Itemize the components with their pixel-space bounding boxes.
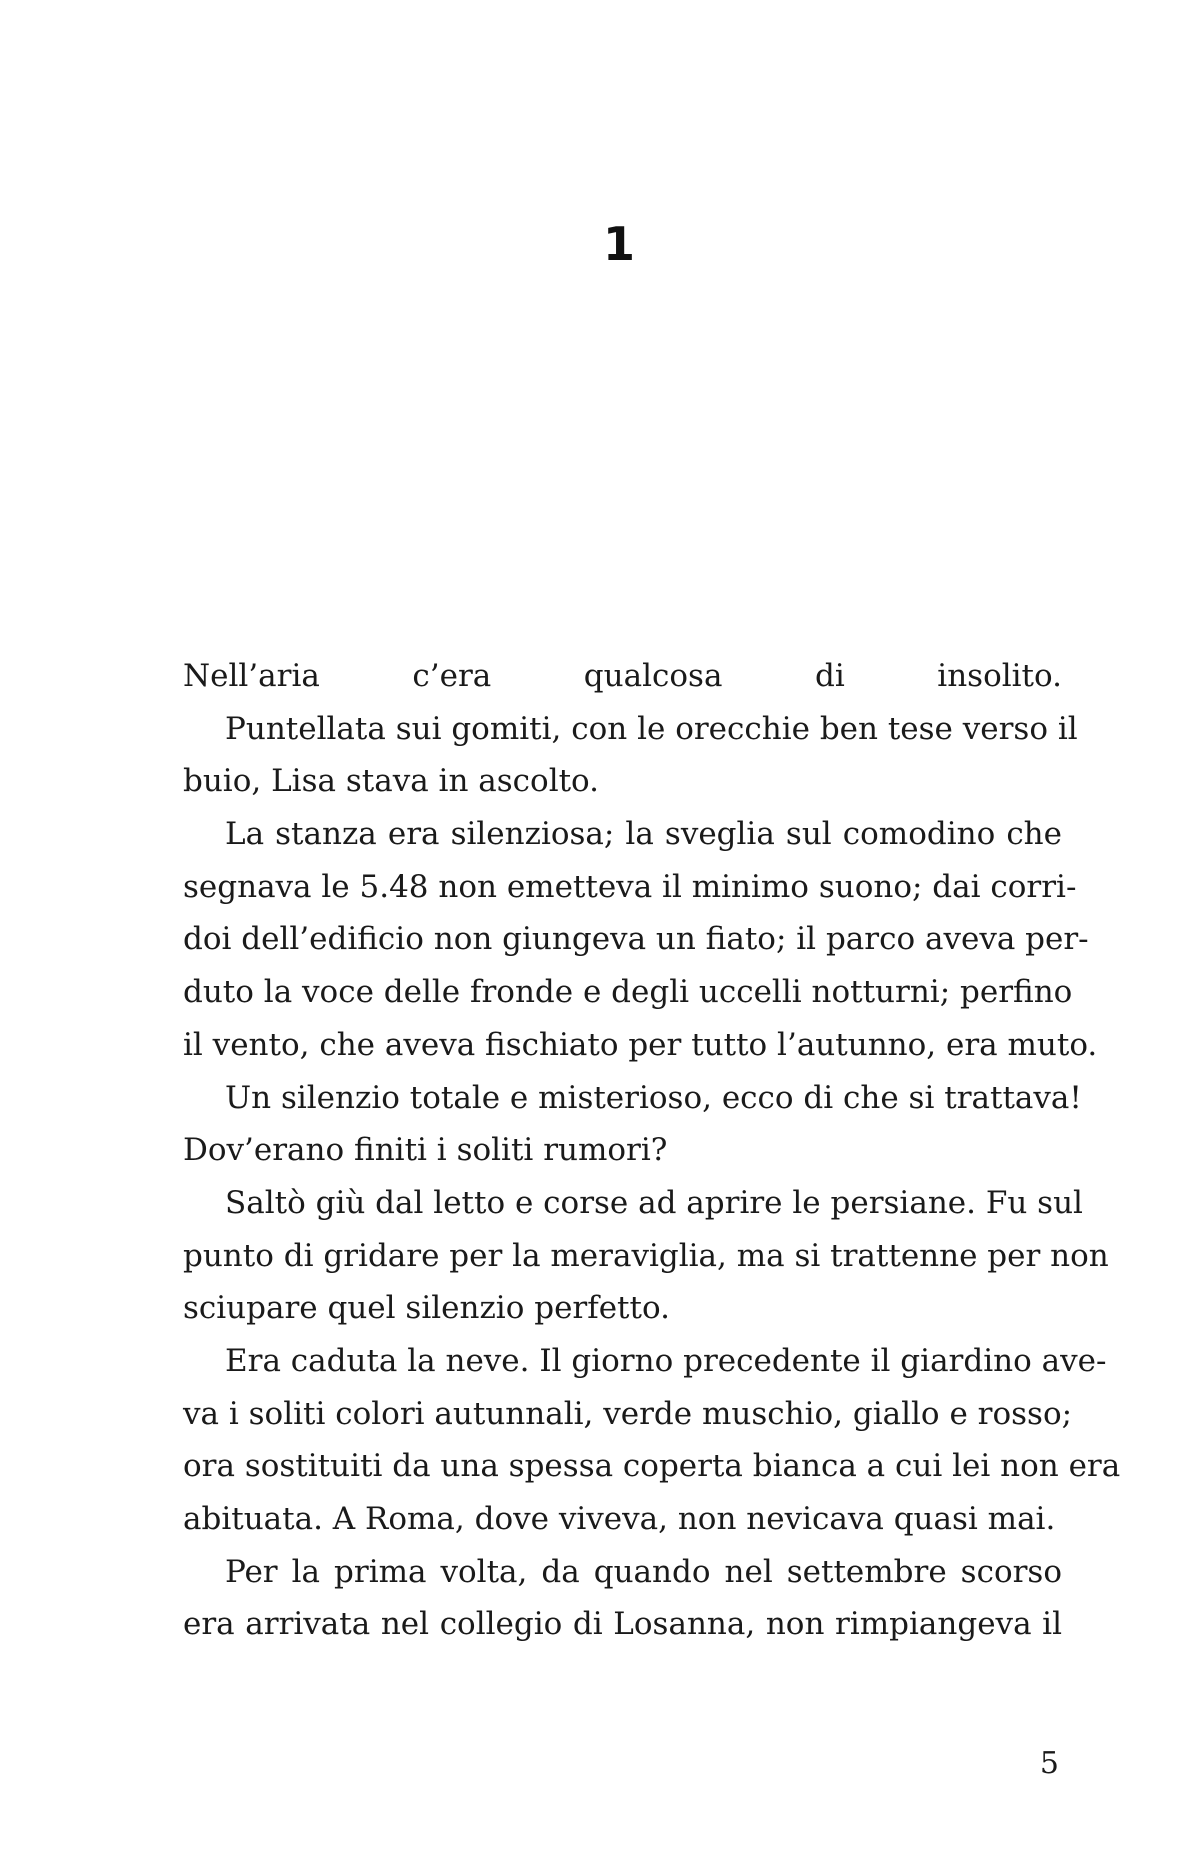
text-line: Dov’erano finiti i soliti rumori? — [183, 1132, 668, 1169]
chapter-body-text — [183, 650, 1121, 1651]
text-line: buio, Lisa stava in ascolto. — [183, 763, 600, 800]
text-line: punto di gridare per la meraviglia, ma si trattenne per non — [183, 1237, 1109, 1274]
text-line: sciupare quel silenzio perfetto. — [183, 1290, 670, 1327]
text-line: va i soliti colori autunnali, verde muschio, giallo e rosso; — [183, 1395, 1073, 1432]
text-line: era arrivata nel collegio di Losanna, non rimpiangeva il — [183, 1606, 1062, 1643]
text-line: Era caduta la neve. Il giorno precedente il giardino ave- — [225, 1342, 1107, 1379]
text-line: duto la voce delle fronde e degli uccelli notturni; perfino — [183, 974, 1073, 1011]
text-line: abituata. A Roma, dove viveva, non nevicava quasi mai. — [183, 1501, 1056, 1537]
text-line: Un silenzio totale e misterioso, ecco di che si trattava! — [225, 1079, 1082, 1116]
text-line: La stanza era silenziosa; la sveglia sul comodino che — [225, 816, 1062, 853]
text-line: Saltò giù dal letto e corse ad aprire le persiane. Fu sul — [225, 1184, 1083, 1221]
text-line: Per la prima volta, da quando nel settembre scorso — [225, 1553, 1062, 1590]
text-line: Puntellata sui gomiti, con le orecchie ben tese verso il — [225, 710, 1078, 747]
text-line: doi dell’edificio non giungeva un fiato; il parco aveva per- — [183, 921, 1089, 958]
page-number: 5 — [1039, 1746, 1059, 1781]
text-line: il vento, che aveva fischiato per tutto l’autunno, era muto. — [183, 1026, 1098, 1063]
text-line: Nell’aria c’era qualcosa di insolito. — [183, 658, 1062, 694]
text-line: segnava le 5.48 non emetteva il minimo suono; dai corri- — [183, 868, 1077, 905]
text-line: ora sostituiti da una spessa coperta bianca a cui lei non era — [183, 1448, 1121, 1485]
chapter-number: 1 — [602, 217, 635, 271]
